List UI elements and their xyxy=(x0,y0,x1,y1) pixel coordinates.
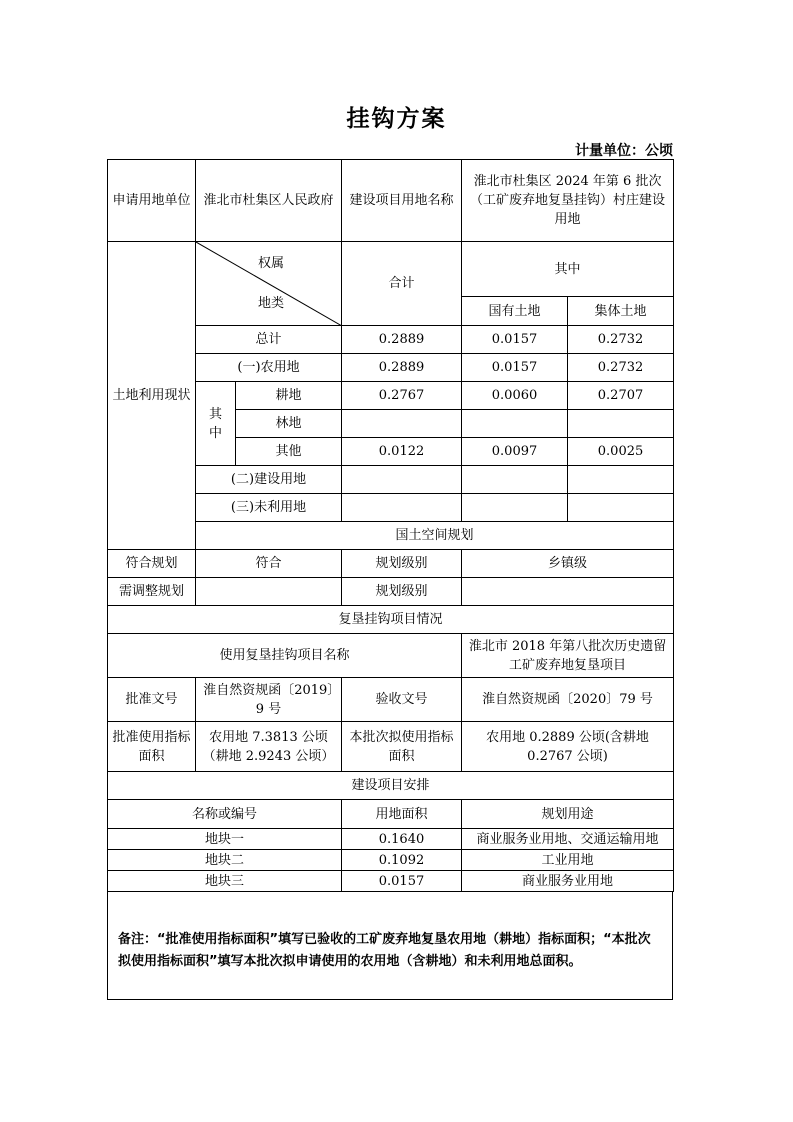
acceptance-value: 淮自然资规函〔2020〕79 号 xyxy=(462,678,674,722)
arrangement-section-label: 建设项目安排 xyxy=(108,772,674,800)
planning-section-label: 国土空间规划 xyxy=(196,522,674,550)
collective-land-header: 集体土地 xyxy=(568,297,674,326)
state-cell xyxy=(462,410,568,438)
col-name-header: 名称或编号 xyxy=(108,800,342,829)
parcel-use: 商业服务业用地、交通运输用地 xyxy=(462,829,674,850)
parcel-name: 地块三 xyxy=(108,871,342,892)
state-cell: 0.0060 xyxy=(462,382,568,410)
among-header: 其中 xyxy=(462,242,674,297)
collective-cell: 0.0025 xyxy=(568,438,674,466)
reclaim-name-label: 使用复垦挂钩项目名称 xyxy=(108,634,462,678)
adjust-value xyxy=(196,578,342,606)
collective-cell: 0.2732 xyxy=(568,354,674,382)
applicant-label: 申请用地单位 xyxy=(108,160,196,242)
row-label: (一)农用地 xyxy=(196,354,342,382)
project-label: 建设项目用地名称 xyxy=(342,160,462,242)
this-batch-value: 农用地 0.2889 公顷(含耕地 0.2767 公顷) xyxy=(462,722,674,772)
state-land-header: 国有土地 xyxy=(462,297,568,326)
inner-among-label: 其中 xyxy=(196,382,236,466)
parcel-name: 地块一 xyxy=(108,829,342,850)
note-text: 备注：“批准使用指标面积”填写已验收的工矿废弃地复垦农用地（耕地）指标面积；“本批次拟使用指标面积”填写本批次拟申请使用的农用地（含耕地）和未利用地总面积。 xyxy=(118,932,651,969)
this-batch-label: 本批次拟使用指标面积 xyxy=(342,722,462,772)
row-label: 总计 xyxy=(196,326,342,354)
total-cell: 0.2889 xyxy=(342,354,462,382)
collective-cell: 0.2732 xyxy=(568,326,674,354)
project-value: 淮北市杜集区 2024 年第 6 批次（工矿废弃地复垦挂钩）村庄建设用地 xyxy=(462,160,674,242)
total-cell: 0.0122 xyxy=(342,438,462,466)
parcel-use: 工业用地 xyxy=(462,850,674,871)
state-cell xyxy=(462,494,568,522)
state-cell: 0.0097 xyxy=(462,438,568,466)
approval-label: 批准文号 xyxy=(108,678,196,722)
level-value: 乡镇级 xyxy=(462,550,674,578)
parcel-use: 商业服务业用地 xyxy=(462,871,674,892)
conform-value: 符合 xyxy=(196,550,342,578)
type-label: 地类 xyxy=(258,296,285,311)
collective-cell xyxy=(568,410,674,438)
parcel-area: 0.1092 xyxy=(342,850,462,871)
state-cell: 0.0157 xyxy=(462,354,568,382)
approved-area-label: 批准使用指标面积 xyxy=(108,722,196,772)
approval-value: 淮自然资规函〔2019〕9 号 xyxy=(196,678,342,722)
land-use-section-label: 土地利用现状 xyxy=(108,242,196,550)
main-table xyxy=(107,159,674,800)
state-cell xyxy=(462,466,568,494)
row-label: 耕地 xyxy=(236,382,342,410)
row-label: (三)未利用地 xyxy=(196,494,342,522)
note-box xyxy=(107,891,673,1000)
total-header: 合计 xyxy=(342,242,462,326)
row-label: 林地 xyxy=(236,410,342,438)
document-title: 挂钩方案 xyxy=(346,106,447,132)
adjust-level-label: 规划级别 xyxy=(342,578,462,606)
col-area-header: 用地面积 xyxy=(342,800,462,829)
parcel-area: 0.1640 xyxy=(342,829,462,850)
collective-cell xyxy=(568,494,674,522)
parcel-area: 0.0157 xyxy=(342,871,462,892)
level-label: 规划级别 xyxy=(342,550,462,578)
total-cell: 0.2889 xyxy=(342,326,462,354)
conform-label: 符合规划 xyxy=(108,550,196,578)
col-use-header: 规划用途 xyxy=(462,800,674,829)
total-cell xyxy=(342,466,462,494)
total-cell xyxy=(342,494,462,522)
owner-label: 权属 xyxy=(258,256,285,271)
parcel-name: 地块二 xyxy=(108,850,342,871)
adjust-label: 需调整规划 xyxy=(108,578,196,606)
diagonal-header-cell xyxy=(196,242,342,326)
adjust-level-value xyxy=(462,578,674,606)
arrangement-table xyxy=(107,799,674,892)
collective-cell xyxy=(568,466,674,494)
state-cell: 0.0157 xyxy=(462,326,568,354)
acceptance-label: 验收文号 xyxy=(342,678,462,722)
row-label: 其他 xyxy=(236,438,342,466)
reclaim-section-label: 复垦挂钩项目情况 xyxy=(108,606,674,634)
applicant-value: 淮北市杜集区人民政府 xyxy=(196,160,342,242)
reclaim-name-value: 淮北市 2018 年第八批次历史遗留工矿废弃地复垦项目 xyxy=(462,634,674,678)
total-cell: 0.2767 xyxy=(342,382,462,410)
approved-area-value: 农用地 7.3813 公顷（耕地 2.9243 公顷） xyxy=(196,722,342,772)
collective-cell: 0.2707 xyxy=(568,382,674,410)
row-label: (二)建设用地 xyxy=(196,466,342,494)
unit-label: 计量单位：公顷 xyxy=(575,143,673,159)
total-cell xyxy=(342,410,462,438)
